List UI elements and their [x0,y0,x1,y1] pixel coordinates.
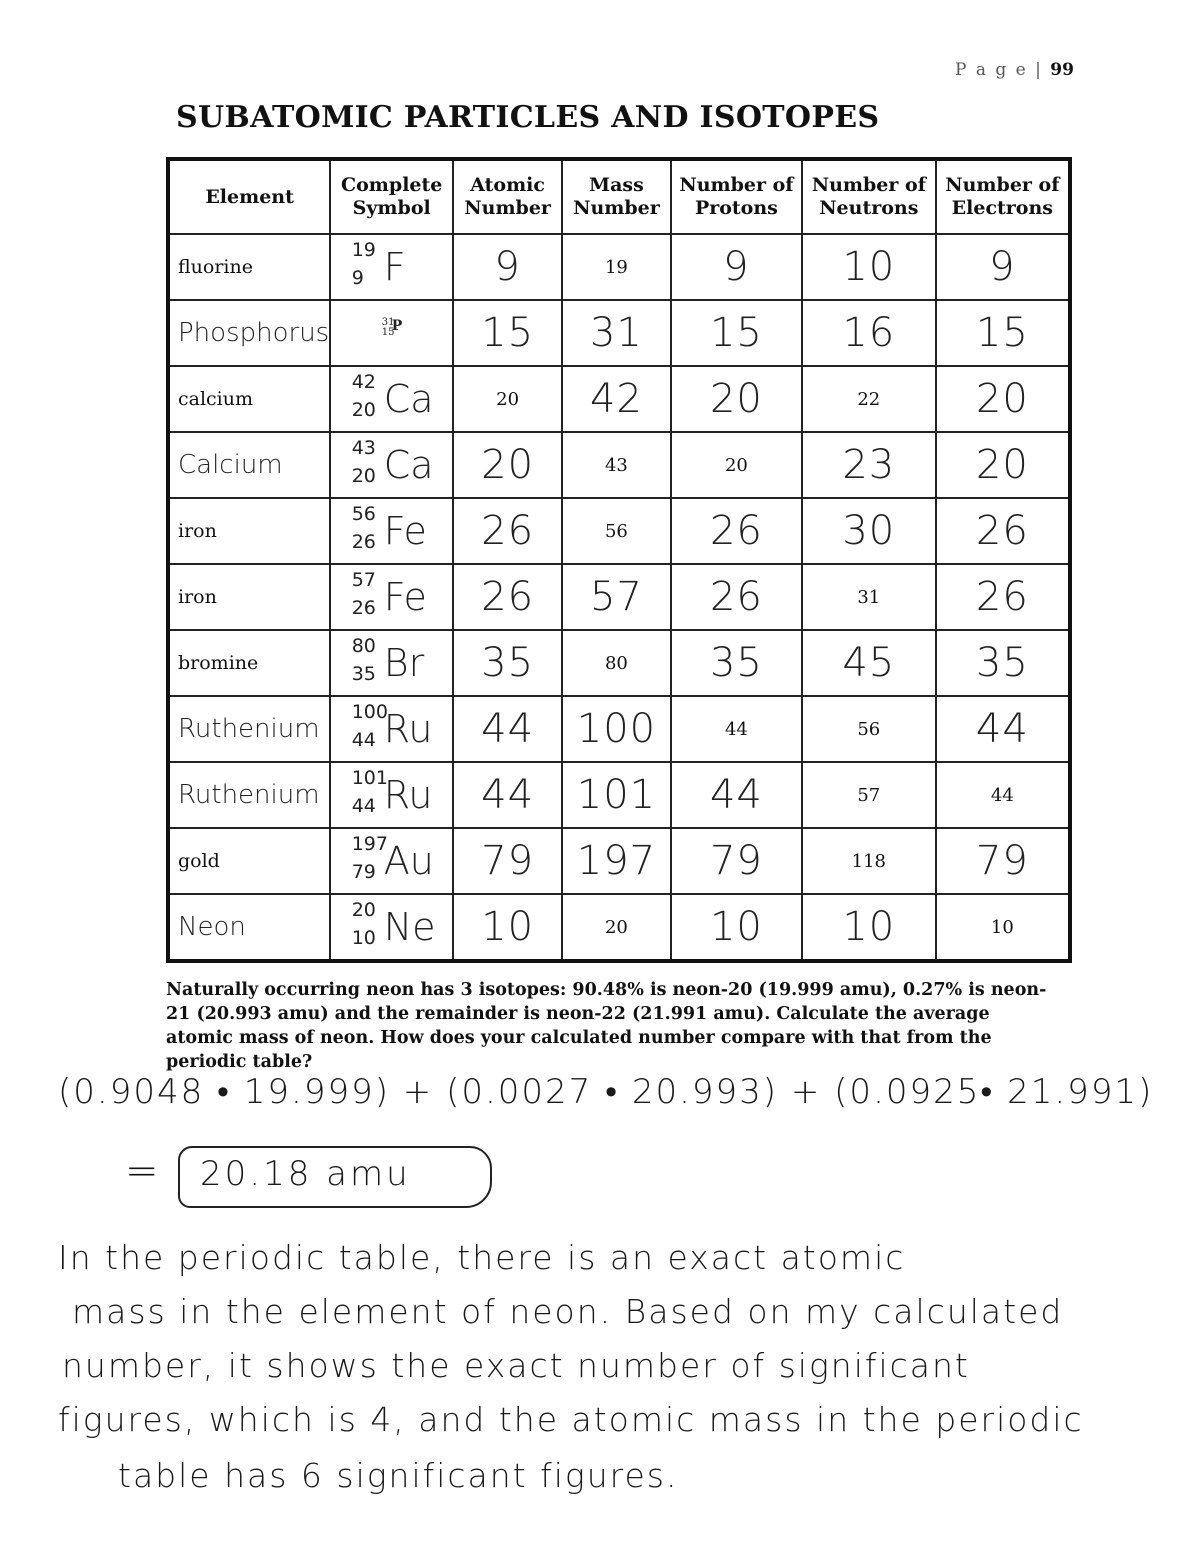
table-row [168,234,1070,300]
complete-symbol-cell [330,828,453,894]
symbol-atomic-number: 44 [351,795,376,817]
neutrons-value: 22 [857,388,881,410]
explanation-line-1: In the periodic table, there is an exact atomic [58,1238,906,1277]
mass-number-cell [562,300,671,366]
symbol-atomic-number: 79 [351,861,376,883]
isotope-symbol [344,303,440,359]
element-name-cell [168,300,330,366]
atomic-number-value: 26 [481,574,535,620]
element-name-cell [168,828,330,894]
mass-number-value: 80 [604,652,628,674]
neutrons-cell [802,234,936,300]
complete-symbol-cell [330,630,453,696]
isotope-symbol [344,897,440,953]
neutrons-value: 10 [842,904,896,950]
electrons-cell [936,696,1070,762]
table-row [168,696,1070,762]
mass-number-value: 19 [604,256,628,278]
isotope-symbol [344,501,440,557]
complete-symbol-cell [330,894,453,961]
protons-cell [671,894,802,961]
element-name-cell [168,234,330,300]
symbol-letters: Ne [383,905,436,949]
atomic-number-value: 26 [481,508,535,554]
electrons-cell [936,564,1070,630]
mass-number-value: 101 [576,772,657,818]
symbol-mass-number: 43 [351,437,376,459]
element-name: iron [178,520,217,542]
symbol-letters: Br [383,641,425,685]
explanation-line-3: number, it shows the exact number of significant [62,1346,970,1385]
isotope-symbol [344,435,440,491]
element-name: iron [178,586,217,608]
atomic-number-value: 35 [481,640,535,686]
complete-symbol-cell [330,762,453,828]
element-name: gold [178,850,220,872]
atomic-number-cell [453,432,562,498]
protons-cell [671,366,802,432]
electrons-cell [936,762,1070,828]
mass-number-value: 100 [576,706,657,752]
atomic-number-value: 9 [494,244,521,290]
neutrons-cell [802,432,936,498]
mass-number-value: 31 [589,310,643,356]
symbol-mass-number: 80 [351,635,376,657]
mass-number-value: 56 [604,520,628,542]
atomic-number-cell [453,366,562,432]
symbol-mass-number: 197 [351,833,388,855]
protons-value: 15 [709,310,763,356]
mass-number-value: 57 [589,574,643,620]
electrons-value: 35 [975,640,1029,686]
element-name: fluorine [178,256,253,278]
mass-number-cell [562,432,671,498]
symbol-atomic-number: 9 [351,267,364,289]
symbol-atomic-number: 26 [351,597,376,619]
isotope-symbol [344,633,440,689]
page-label: P a g e | [955,60,1043,80]
neutrons-cell [802,300,936,366]
electrons-value: 10 [990,916,1014,938]
isotope-table [166,157,1072,963]
atomic-number-value: 15 [481,310,535,356]
table-header-row [168,159,1070,234]
atomic-number-value: 44 [481,772,535,818]
electrons-value: 26 [975,508,1029,554]
neutrons-value: 56 [857,718,881,740]
question-text: Naturally occurring neon has 3 isotopes: 90.48% is neon-20 (19.999 amu), 0.27% is neon-21 (20.993 amu) and the remainder is neon-22 (21.991 amu). Calculate the average atomic mass of neon. How does your calculated number compare with that from the periodic table? [166,980,1047,1072]
symbol-letters: Ru [383,707,433,751]
symbol-letters: Fe [383,509,427,553]
equals-sign: = [125,1148,159,1194]
protons-value: 10 [709,904,763,950]
neutrons-cell [802,498,936,564]
electrons-cell [936,300,1070,366]
neutrons-cell [802,564,936,630]
mass-number-cell [562,564,671,630]
mass-number-value: 20 [604,916,628,938]
isotope-symbol [344,765,440,821]
electrons-value: 26 [975,574,1029,620]
element-name: Ruthenium [178,714,320,744]
electrons-value: 20 [975,376,1029,422]
electrons-value: 9 [989,244,1016,290]
header-element: Element [168,159,330,234]
calculation-expression: (0.9048 • 19.999) + (0.0027 • 20.993) + (0.0925• 21.991) [58,1072,1154,1112]
element-name-cell [168,630,330,696]
table-row [168,432,1070,498]
mass-number-cell [562,828,671,894]
atomic-number-cell [453,498,562,564]
symbol-letters: Ca [383,443,434,487]
symbol-mass-number: 100 [351,701,388,723]
electrons-cell [936,894,1070,961]
isotope-symbol [344,237,440,293]
element-name: Calcium [178,450,283,480]
protons-cell [671,300,802,366]
symbol-atomic-number: 10 [351,927,376,949]
mass-number-cell [562,630,671,696]
symbol-letters: Ru [383,773,433,817]
neutrons-cell [802,894,936,961]
mass-number-value: 43 [604,454,628,476]
electrons-value: 15 [975,310,1029,356]
protons-cell [671,828,802,894]
complete-symbol-cell [330,366,453,432]
table-row [168,762,1070,828]
element-name-cell [168,498,330,564]
electrons-cell [936,498,1070,564]
element-name-cell [168,564,330,630]
symbol-atomic-number: 20 [351,465,376,487]
table-row [168,300,1070,366]
neutrons-value: 10 [842,244,896,290]
atomic-number-value: 44 [481,706,535,752]
mass-number-cell [562,234,671,300]
protons-value: 20 [724,454,748,476]
isotope-symbol [344,567,440,623]
atomic-number-cell [453,894,562,961]
element-name-cell [168,696,330,762]
neutrons-cell [802,696,936,762]
electrons-value: 20 [975,442,1029,488]
table-row [168,894,1070,961]
complete-symbol-cell [330,696,453,762]
element-name-cell [168,894,330,961]
symbol-mass-number: 19 [351,239,376,261]
protons-value: 26 [709,508,763,554]
protons-value: 9 [723,244,750,290]
electrons-value: 79 [975,838,1029,884]
symbol-letters: Au [383,839,434,883]
atomic-number-value: 10 [481,904,535,950]
mass-number-cell [562,762,671,828]
atomic-number-cell [453,696,562,762]
symbol-mass-number: 31 [381,317,395,328]
protons-value: 20 [709,376,763,422]
neutrons-value: 31 [857,586,881,608]
answer-box: 20.18 amu [178,1146,492,1208]
element-name: bromine [178,652,259,674]
symbol-mass-number: 42 [351,371,376,393]
header-atomic-number: Atomic Number [453,159,562,234]
symbol-atomic-number: 35 [351,663,376,685]
protons-value: 79 [709,838,763,884]
table-row [168,498,1070,564]
mass-number-cell [562,696,671,762]
complete-symbol-cell [330,564,453,630]
atomic-number-cell [453,564,562,630]
mass-number-value: 42 [589,376,643,422]
atomic-number-cell [453,762,562,828]
isotope-symbol [344,831,440,887]
header-mass-number: Mass Number [562,159,671,234]
symbol-letters: P [391,318,403,334]
neutrons-value: 16 [842,310,896,356]
element-name: calcium [178,388,254,410]
symbol-mass-number: 56 [351,503,376,525]
electrons-cell [936,630,1070,696]
atomic-number-value: 20 [481,442,535,488]
protons-cell [671,696,802,762]
isotope-symbol [344,369,440,425]
protons-value: 35 [709,640,763,686]
symbol-mass-number: 101 [351,767,388,789]
atomic-number-cell [453,300,562,366]
atomic-number-cell [453,630,562,696]
electrons-value: 44 [975,706,1029,752]
protons-cell [671,432,802,498]
table-row [168,828,1070,894]
table-row [168,366,1070,432]
explanation-line-4: figures, which is 4, and the atomic mass in the periodic [58,1400,1084,1439]
header-electrons: Number of Electrons [936,159,1070,234]
symbol-atomic-number: 26 [351,531,376,553]
neutrons-cell [802,630,936,696]
table-row [168,630,1070,696]
header-protons: Number of Protons [671,159,802,234]
electrons-cell [936,366,1070,432]
neutrons-value: 118 [851,850,886,872]
electrons-cell [936,432,1070,498]
header-symbol: Complete Symbol [330,159,453,234]
protons-cell [671,564,802,630]
neutrons-cell [802,762,936,828]
protons-cell [671,762,802,828]
symbol-letters: Fe [383,575,427,619]
symbol-mass-number: 57 [351,569,376,591]
protons-cell [671,630,802,696]
complete-symbol-cell [330,234,453,300]
complete-symbol-cell [330,300,453,366]
element-name-cell [168,366,330,432]
electrons-cell [936,828,1070,894]
neutrons-value: 30 [842,508,896,554]
mass-number-cell [562,894,671,961]
neutrons-value: 45 [842,640,896,686]
electrons-cell [936,234,1070,300]
element-name-cell [168,762,330,828]
page-number [955,60,1074,80]
element-name: Ruthenium [178,780,320,810]
symbol-atomic-number: 20 [351,399,376,421]
neutrons-cell [802,828,936,894]
mass-number-cell [562,498,671,564]
element-name: Neon [178,912,246,942]
page-number-value: 99 [1050,60,1074,80]
table-row [168,564,1070,630]
atomic-number-cell [453,234,562,300]
mass-number-value: 197 [576,838,657,884]
atomic-number-value: 20 [496,388,520,410]
element-name: Phosphorus [178,318,330,348]
protons-value: 44 [709,772,763,818]
worksheet-title: SUBATOMIC PARTICLES AND ISOTOPES [176,100,880,135]
neutrons-cell [802,366,936,432]
protons-cell [671,498,802,564]
protons-value: 44 [724,718,748,740]
symbol-mass-number: 20 [351,899,376,921]
atomic-number-cell [453,828,562,894]
element-name-cell [168,432,330,498]
atomic-number-value: 79 [481,838,535,884]
isotope-symbol [344,699,440,755]
explanation-line-5: table has 6 significant figures. [118,1456,679,1495]
complete-symbol-cell [330,498,453,564]
neutrons-value: 23 [842,442,896,488]
symbol-atomic-number: 15 [381,327,395,338]
complete-symbol-cell [330,432,453,498]
mass-number-cell [562,366,671,432]
symbol-letters: Ca [383,377,434,421]
electrons-value: 44 [990,784,1014,806]
neutrons-value: 57 [857,784,881,806]
protons-value: 26 [709,574,763,620]
protons-cell [671,234,802,300]
symbol-atomic-number: 44 [351,729,376,751]
header-neutrons: Number of Neutrons [802,159,936,234]
explanation-line-2: mass in the element of neon. Based on my calculated [72,1292,1064,1331]
symbol-letters: F [383,245,406,289]
